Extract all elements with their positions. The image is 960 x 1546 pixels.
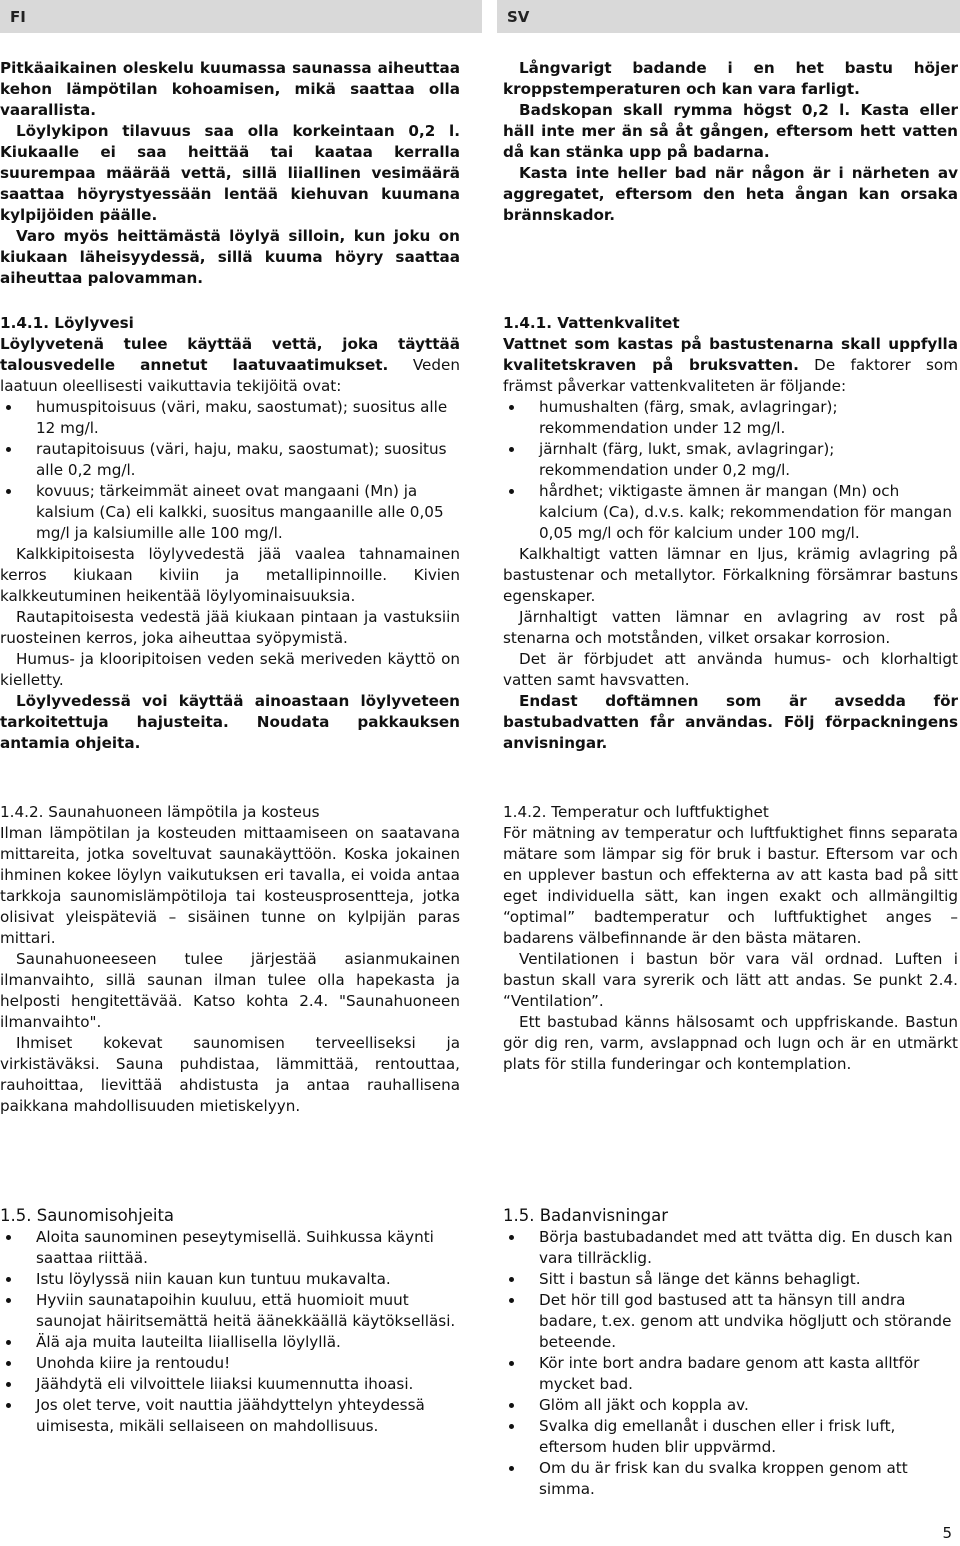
sv-water-calc: Kalkhaltigt vatten lämnar en ljus, krämig avlagring på bastustenar och metallytor. Förkalkning försämrar bastuns egenskaper. [503,545,958,605]
fi-tips-list [0,1227,460,1437]
list-item: rautapitoisuus (väri, haju, maku, saostumat); suositus alle 0,2 mg/l. [0,439,460,481]
list-item: hårdhet; viktigaste ämnen är mangan (Mn) och kalcium (Ca), d.v.s. kalk; rekommendation för mangan 0,05 mg/l och för kalcium under 100 mg/l. [503,481,958,544]
list-item: humuspitoisuus (väri, maku, saostumat); suositus alle 12 mg/l. [0,397,460,439]
list-item: Sitt i bastun så länge det känns behagligt. [503,1269,958,1290]
list-item: Hyviin saunatapoihin kuuluu, että huomioit muut saunojat häiritsemättä heitä äänekkäällä käytökselläsi. [0,1290,460,1332]
tab-label-sv: SV [507,7,530,26]
list-item: Börja bastubadandet med att tvätta dig. En dusch kan vara tillräcklig. [503,1227,958,1269]
fi-tips-section [0,1205,460,1437]
list-item: kovuus; tärkeimmät aineet ovat mangaani (Mn) ja kalsium (Ca) eli kalkki, suositus mangaanille alle 0,05 mg/l ja kalsiumille alle 100 mg/l. [0,481,460,544]
sv-tips-list [503,1227,958,1500]
fi-water-heading: 1.4.1. Löylyvesi [0,314,134,332]
fi-temp-heading: 1.4.2. Saunahuoneen lämpötila ja kosteus [0,803,320,821]
fi-intro-p1: Pitkäaikainen oleskelu kuumassa saunassa aiheuttaa kehon lämpötilan kohoamisen, mikä saattaa olla vaarallista. [0,59,460,119]
sv-tips-section [503,1205,958,1500]
list-item: Kör inte bort andra badare genom att kasta alltför mycket bad. [503,1353,958,1395]
sv-tips-heading: 1.5. Badanvisningar [503,1206,669,1225]
fi-water-lead [0,334,460,397]
fi-water-only: Löylyvedessä voi käyttää ainoastaan löylyveteen tarkoitettuja hajusteita. Noudata pakkauksen antamia ohjeita. [0,692,460,752]
list-item: järnhalt (färg, lukt, smak, avlagringar); rekommendation under 0,2 mg/l. [503,439,958,481]
sv-water-list [503,397,958,544]
sv-water-iron: Järnhaltigt vatten lämnar en avlagring av rost på stenarna och motstånden, vilket orsakar korrosion. [503,608,958,647]
language-tab-fi [0,0,482,33]
list-item: Istu löylyssä niin kauan kun tuntuu mukavalta. [0,1269,460,1290]
list-item: Älä aja muita lauteilta liiallisella löylyllä. [0,1332,460,1353]
sv-water-lead [503,334,958,397]
sv-temp-heading: 1.4.2. Temperatur och luftfuktighet [503,803,769,821]
sv-intro [503,58,958,226]
list-item: Unohda kiire ja rentoudu! [0,1353,460,1374]
list-item: Jos olet terve, voit nauttia jäähdyttelyn yhteydessä uimisesta, mikäli sellaiseen on mahdollisuus. [0,1395,460,1437]
list-item: Aloita saunominen peseytymisellä. Suihkussa käynti saattaa riittää. [0,1227,460,1269]
language-tab-sv [497,0,960,33]
fi-temp-section [0,802,460,1117]
sv-water-lead-rest: De faktorer som främst påverkar vattenkvaliteten är följande: [503,356,958,395]
fi-water-lead-bold: Löylyvetenä tulee käyttää vettä, joka täyttää talousvedelle annetut laatuvaatimukset. [0,335,460,374]
fi-tips-heading: 1.5. Saunomisohjeita [0,1206,175,1225]
fi-intro-p2: Löylykipon tilavuus saa olla korkeintaan 0,2 l. Kiukaalle ei saa heittää tai kaataa kerralla suurempaa määrää vettä, sillä liiallinen vesimäärä saattaa höyrystyessään lentää kiehuvan kuumana kylpijöiden päälle. [0,122,460,224]
sv-water-humus: Det är förbjudet att använda humus- och klorhaltigt vatten samt havsvatten. [503,650,958,689]
list-item: humushalten (färg, smak, avlagringar); rekommendation under 12 mg/l. [503,397,958,439]
list-item: Glöm all jäkt och koppla av. [503,1395,958,1416]
sv-water-heading: 1.4.1. Vattenkvalitet [503,314,680,332]
sv-temp-p1: För mätning av temperatur och luftfuktighet finns separata mätare som lämpar sig för bruk i bastur. Eftersom var och en upplever bastun och effekterna av att kasta bad på sitt eget individuella sätt, kan ingen exakt och allmängiltig “optimal” badtemperatur och luftfuktighet anges – badarens välbefinnande är den bästa mätaren. [503,824,958,947]
fi-intro [0,58,460,289]
sv-water-only: Endast doftämnen som är avsedda för bastubadvatten får användas. Följ förpackningens anvisningar. [503,692,958,752]
sv-intro-p2: Badskopan skall rymma högst 0,2 l. Kasta eller häll inte mer än så åt gången, eftersom hett vatten då kan stänka upp på badarna. [503,101,958,161]
fi-water-humus: Humus- ja klooripitoisen veden sekä meriveden käyttö on kielletty. [0,650,460,689]
tab-label-fi: FI [10,7,26,26]
list-item: Svalka dig emellanåt i duschen eller i frisk luft, eftersom huden blir uppvärmd. [503,1416,958,1458]
fi-water-lead-rest: Veden laatuun oleellisesti vaikuttavia tekijöitä ovat: [0,356,460,395]
fi-water-iron: Rautapitoisesta vedestä jää kiukaan pintaan ja vastuksiin ruosteinen kerros, joka aiheuttaa syöpymistä. [0,608,460,647]
sv-water-section [503,313,958,754]
list-item: Om du är frisk kan du svalka kroppen genom att simma. [503,1458,958,1500]
fi-water-list [0,397,460,544]
list-item: Jäähdytä eli vilvoittele liiaksi kuumennutta ihoasi. [0,1374,460,1395]
sv-water-lead-bold: Vattnet som kastas på bastustenarna skall uppfylla kvalitetskraven på bruksvatten. [503,335,958,374]
page-number: 5 [942,1524,952,1542]
fi-intro-p3: Varo myös heittämästä löylyä silloin, kun joku on kiukaan läheisyydessä, sillä kuuma höyry saattaa aiheuttaa palovamman. [0,227,460,287]
fi-temp-p1: Ilman lämpötilan ja kosteuden mittaamiseen on saatavana mittareita, jotka soveltuvat saunakäyttöön. Koska jokainen ihminen kokee löylyn vaikutuksen eri tavalla, ei voida antaa tarkkoja saunomislämpötiloja tai kosteusprosentteja, jotka olisivat yleispäteviä – sisäinen tunne on kylpijän paras mittari. [0,824,460,947]
list-item: Det hör till god bastused att ta hänsyn till andra badare, t.ex. genom att undvika högljutt och störande beteende. [503,1290,958,1353]
fi-water-section [0,313,460,754]
fi-temp-p3: Ihmiset kokevat saunomisen terveelliseksi ja virkistäväksi. Sauna puhdistaa, lämmittää, rentouttaa, rauhoittaa, lievittää ahdistusta ja antaa rauhallisena paikkana mahdollisuuden mietiskelyyn. [0,1034,460,1115]
sv-intro-p1: Långvarigt badande i en het bastu höjer kroppstemperaturen och kan vara farligt. [503,59,958,98]
sv-temp-p2: Ventilationen i bastun bör vara väl ordnad. Luften i bastun skall vara syrerik och lätt att andas. Se punkt 2.4. “Ventilation”. [503,950,958,1010]
fi-temp-p2: Saunahuoneeseen tulee järjestää asianmukainen ilmanvaihto, sillä saunan ilman tulee olla hapekasta ja helposti hengitettävää. Katso kohta 2.4. "Saunahuoneen ilmanvaihto". [0,950,460,1031]
fi-water-calc: Kalkkipitoisesta löylyvedestä jää vaalea tahnamainen kerros kiukaan kiviin ja metallipinnoille. Kivien kalkkeutuminen heikentää löylyominaisuuksia. [0,545,460,605]
sv-temp-p3: Ett bastubad känns hälsosamt och uppfriskande. Bastun gör dig ren, varm, avslappnad och lugn och är en utmärkt plats för stilla funderingar och kontemplation. [503,1013,958,1073]
sv-temp-section [503,802,958,1075]
sv-intro-p3: Kasta inte heller bad när någon är i närheten av aggregatet, eftersom den heta ångan kan orsaka brännskador. [503,164,958,224]
